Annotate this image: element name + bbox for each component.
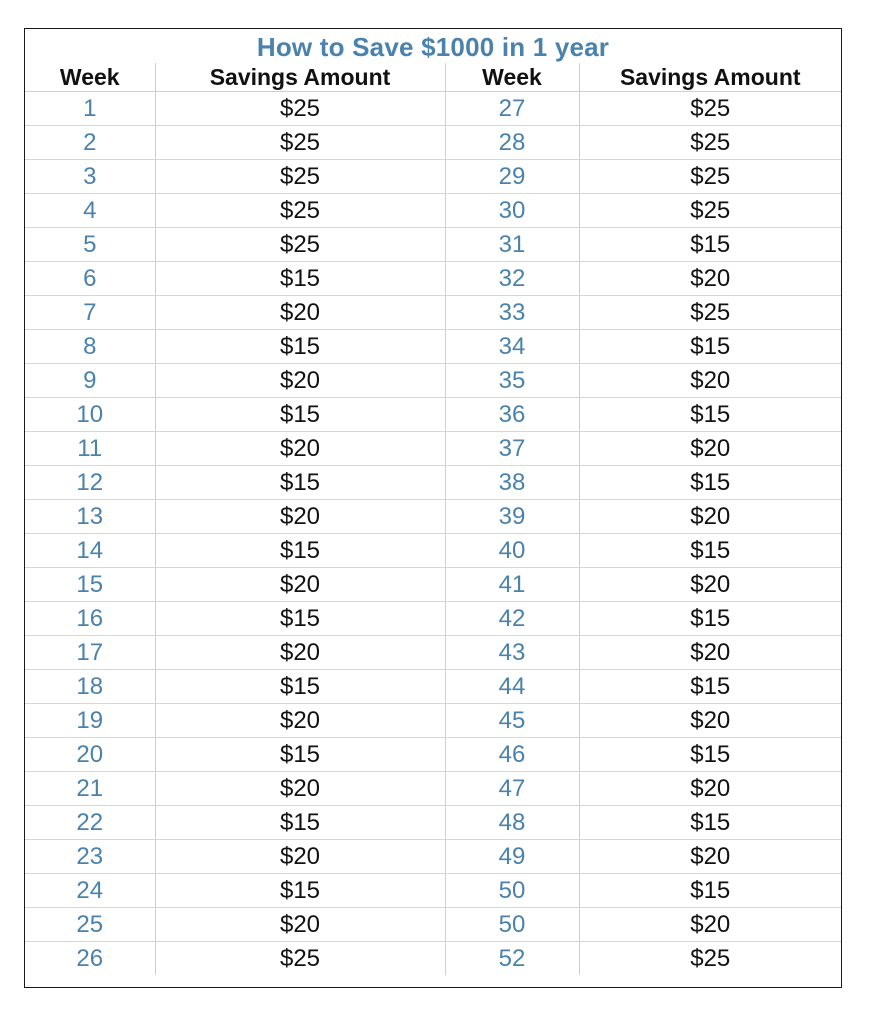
savings-amount-cell: $25 [690,945,731,972]
week-cell: 39 [445,500,579,534]
savings-amount-cell: $20 [155,704,445,738]
savings-amount-cell: $20 [155,772,445,806]
week-cell: 50 [445,874,579,908]
week-cell: 17 [25,636,155,670]
table-row [25,772,841,806]
savings-amount-cell: $20 [155,840,445,874]
savings-amount-cell: $20 [155,908,445,942]
table-row [25,534,841,568]
week-cell: 21 [25,772,155,806]
week-cell: 13 [25,500,155,534]
table-row [25,296,841,330]
table-row [25,262,841,296]
savings-amount-cell: $25 [579,296,841,330]
week-cell: 52 [445,942,579,976]
week-cell: 29 [445,160,579,194]
savings-amount-cell: $15 [579,534,841,568]
savings-amount-cell: $15 [155,534,445,568]
savings-amount-cell: $20 [155,500,445,534]
table-row [25,228,841,262]
savings-amount-cell: $20 [579,840,841,874]
week-cell: 22 [25,806,155,840]
table-row [25,568,841,602]
savings-amount-cell: $15 [155,670,445,704]
week-cell: 10 [25,398,155,432]
savings-amount-cell: $20 [579,636,841,670]
week-cell: 8 [25,330,155,364]
week-cell: 48 [445,806,579,840]
week-cell: 43 [445,636,579,670]
week-cell: 41 [445,568,579,602]
table-row [25,704,841,738]
savings-amount-cell: $15 [155,330,445,364]
table-row [25,840,841,874]
week-cell: 11 [25,432,155,466]
week-cell: 25 [25,908,155,942]
week-cell: 46 [445,738,579,772]
week-cell: 40 [445,534,579,568]
savings-amount-cell: $20 [155,432,445,466]
savings-amount-cell: $15 [155,262,445,296]
savings-amount-cell: $15 [155,874,445,908]
savings-amount-cell: $25 [155,194,445,228]
week-cell: 36 [445,398,579,432]
week-cell: 2 [25,126,155,160]
sheet-title: How to Save $1000 in 1 year [256,32,610,62]
savings-amount-cell: $20 [579,568,841,602]
week-cell: 35 [445,364,579,398]
savings-amount-cell: $15 [155,738,445,772]
savings-amount-cell: $20 [579,432,841,466]
savings-amount-cell: $20 [155,636,445,670]
week-cell: 38 [445,466,579,500]
week-cell: 3 [25,160,155,194]
table-row [25,398,841,432]
week-cell: 42 [445,602,579,636]
table-row [25,806,841,840]
table-row [25,908,841,942]
table-row [25,466,841,500]
week-cell: 6 [25,262,155,296]
week-cell: 33 [445,296,579,330]
week-cell: 12 [25,466,155,500]
savings-amount-cell: $15 [579,670,841,704]
savings-amount-cell: $15 [579,398,841,432]
week-cell: 44 [445,670,579,704]
week-cell: 5 [25,228,155,262]
table-row [25,636,841,670]
savings-amount-cell: $15 [579,228,841,262]
week-cell: 18 [25,670,155,704]
table-row [25,942,841,976]
savings-table [25,63,841,975]
week-cell: 37 [445,432,579,466]
savings-amount-cell: $15 [155,466,445,500]
table-row [25,160,841,194]
savings-amount-cell: $20 [155,568,445,602]
week-cell: 14 [25,534,155,568]
week-cell: 4 [25,194,155,228]
week-cell: 20 [25,738,155,772]
week-cell: 27 [445,92,579,126]
savings-amount-cell: $20 [579,500,841,534]
week-cell: 32 [445,262,579,296]
savings-amount-cell: $15 [579,330,841,364]
table-row [25,432,841,466]
savings-amount-cell: $25 [155,942,445,976]
week-cell: 1 [25,92,155,126]
table-row [25,364,841,398]
week-cell: 9 [25,364,155,398]
savings-amount-cell: $15 [579,806,841,840]
table-row [25,500,841,534]
week-cell: 19 [25,704,155,738]
week-cell: 15 [25,568,155,602]
week-cell: 16 [25,602,155,636]
week-cell: 49 [445,840,579,874]
savings-amount-cell: $15 [155,602,445,636]
week-cell: 23 [25,840,155,874]
savings-amount-cell: $15 [155,398,445,432]
table-row [25,874,841,908]
savings-amount-cell: $25 [579,126,841,160]
table-row [25,194,841,228]
column-header-savings-amount: Savings Amount [155,63,445,92]
week-cell: 45 [445,704,579,738]
savings-amount-cell: $25 [155,228,445,262]
savings-amount-cell: $20 [579,772,841,806]
column-header-week: Week [445,63,579,92]
week-cell: 28 [445,126,579,160]
savings-amount-cell: $15 [579,874,841,908]
savings-amount-cell: $20 [579,364,841,398]
savings-amount-cell: $15 [579,602,841,636]
table-row [25,126,841,160]
savings-amount-cell: $20 [579,908,841,942]
savings-amount-cell: $25 [579,194,841,228]
savings-amount-cell: $15 [579,738,841,772]
table-row [25,602,841,636]
week-cell: 30 [445,194,579,228]
week-cell: 47 [445,772,579,806]
week-cell: 7 [25,296,155,330]
table-row [25,92,841,126]
savings-amount-cell: $15 [579,466,841,500]
week-cell: 26 [25,942,155,976]
table-row [25,330,841,364]
table-row [25,670,841,704]
savings-amount-cell: $20 [579,704,841,738]
column-header-week: Week [25,63,155,92]
savings-amount-cell: $20 [155,364,445,398]
savings-amount-cell: $25 [579,92,841,126]
savings-amount-cell: $20 [155,296,445,330]
week-cell: 31 [445,228,579,262]
savings-amount-cell: $25 [155,126,445,160]
week-cell: 50 [445,908,579,942]
savings-amount-cell: $15 [155,806,445,840]
savings-amount-cell: $25 [155,92,445,126]
table-row [25,738,841,772]
savings-sheet [24,28,842,988]
week-cell: 24 [25,874,155,908]
column-header-savings-amount: Savings Amount [579,63,841,92]
header-row [25,63,841,92]
savings-amount-cell: $25 [579,160,841,194]
savings-amount-cell: $25 [155,160,445,194]
savings-amount-cell: $20 [579,262,841,296]
week-cell: 34 [445,330,579,364]
table-body [25,92,841,976]
